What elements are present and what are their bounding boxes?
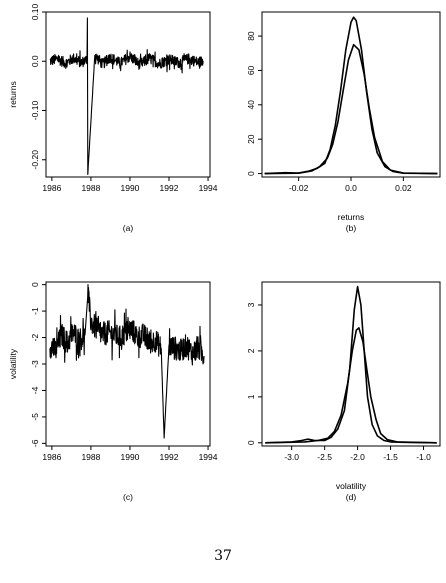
y-tick-label: -4 [30,386,40,395]
y-tick-label: -1 [30,307,40,315]
y-tick-label: 80 [246,31,256,41]
x-tick-label: -0.02 [288,183,309,193]
y-tick-label: -2 [30,333,40,342]
panel-caption: (b) [345,223,357,233]
plot-frame [46,282,210,446]
x-tick-label: 1994 [198,183,218,193]
x-axis-label: returns [337,212,365,222]
series-line-1 [265,17,438,173]
y-tick-label: 2 [246,348,256,354]
x-tick-label: -2.0 [350,452,365,462]
chart-panel-b [246,12,440,233]
chart-panel-a [8,3,218,233]
x-tick-label: -1.0 [416,452,431,462]
y-tick-label: 0 [246,171,256,176]
x-tick-label: 1990 [120,452,140,462]
y-tick-label: 0 [30,282,40,288]
x-tick-label: -2.5 [317,452,332,462]
y-tick-label: -6 [30,439,40,448]
y-tick-label: -0.20 [30,150,40,170]
series-line-1 [50,285,204,439]
chart-panel-c [8,282,218,502]
page-number: 37 [214,548,232,564]
y-tick-label: 0 [246,440,256,446]
x-axis-label: volatility [335,481,367,491]
x-tick-label: 1992 [159,452,179,462]
series-line-1 [50,18,203,175]
y-tick-label: 3 [246,302,256,308]
x-tick-label: 0.02 [395,183,412,193]
y-tick-label: -3 [30,360,40,368]
panel-caption: (c) [123,492,133,502]
x-tick-label: 1986 [42,452,62,462]
x-tick-label: -1.5 [383,452,398,462]
series-line-2 [265,45,438,174]
plot-frame [46,12,210,177]
y-tick-label: 0.0 [30,55,40,68]
x-tick-label: -3.0 [284,452,299,462]
y-tick-label: 0.10 [30,3,40,21]
panel-caption: (a) [122,223,134,233]
x-tick-label: 1992 [159,183,179,193]
x-tick-label: 1988 [81,452,101,462]
chart-panel-d [246,282,440,502]
y-tick-label: 60 [246,65,256,76]
y-tick-label: -5 [30,413,40,421]
x-tick-label: 0.0 [345,183,357,193]
y-tick-label: 1 [246,394,256,400]
y-axis-label: volatility [8,348,18,380]
y-tick-label: 20 [246,134,256,144]
plot-frame [262,12,440,177]
x-tick-label: 1988 [81,183,101,193]
panel-caption: (d) [345,492,357,502]
x-tick-label: 1986 [42,183,62,193]
y-tick-label: -0.10 [30,100,40,121]
x-tick-label: 1994 [198,452,218,462]
y-tick-label: 40 [246,100,256,110]
y-axis-label: returns [8,81,18,108]
x-tick-label: 1990 [120,183,140,193]
